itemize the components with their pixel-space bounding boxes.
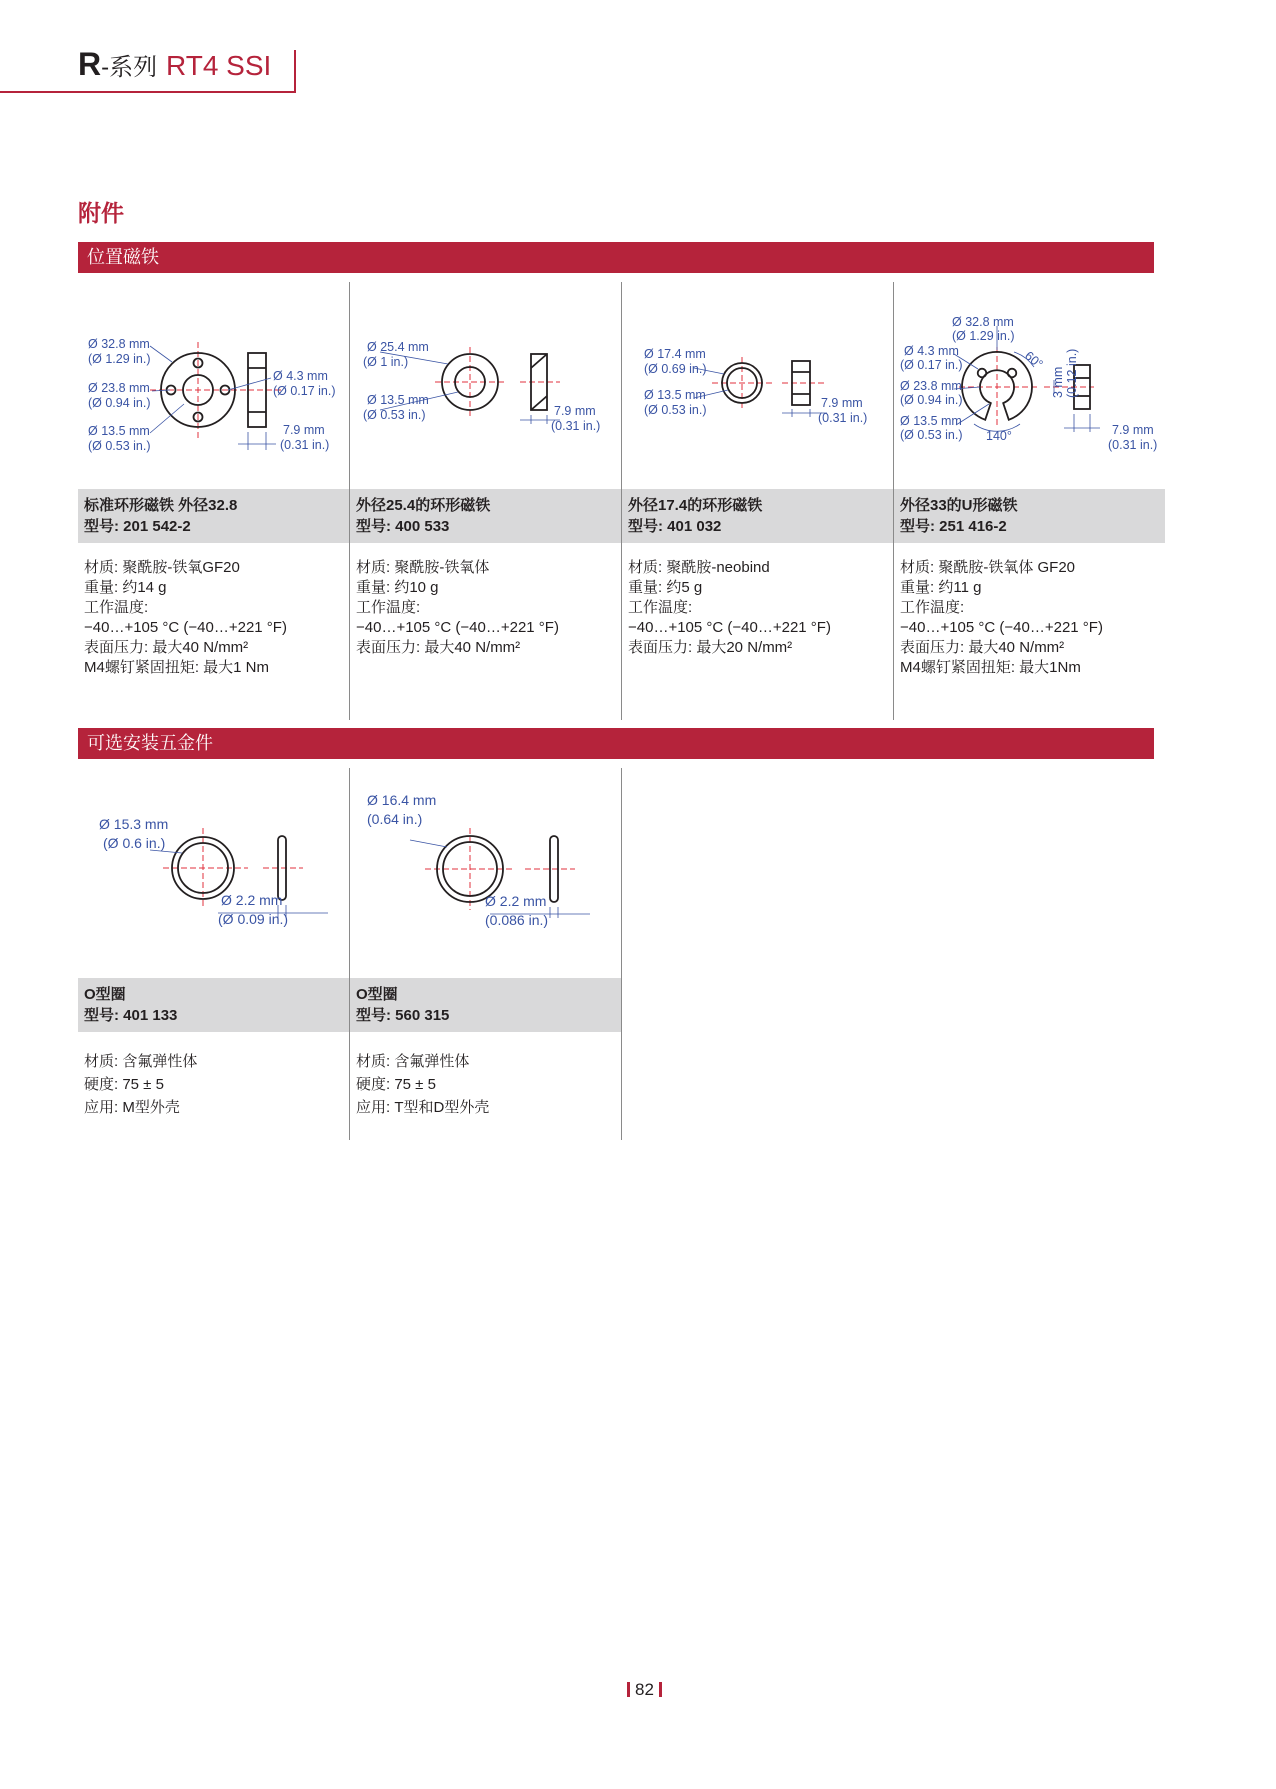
dim-label: (Ø 1 in.) (363, 355, 409, 369)
product-card-oring-401133 (78, 768, 349, 1140)
dim-label: 7.9 mm (554, 404, 596, 418)
spec-line: M4螺钉紧固扭矩: 最大1 Nm (84, 659, 270, 676)
dim-label: (Ø 0.53 in.) (900, 428, 963, 442)
dimension-drawing (350, 768, 621, 978)
page-number: 82 (635, 1680, 654, 1699)
product-name: 外径33的U形磁铁 (900, 497, 1018, 514)
dim-label: 60° (1022, 348, 1046, 372)
dimension-drawing (622, 282, 893, 462)
dim-label: Ø 2.2 mm (221, 892, 283, 908)
dimension-drawing (78, 768, 349, 978)
product-name-band (350, 489, 621, 543)
dimension-drawing (78, 282, 349, 462)
product-card-ring-magnet-17-4 (622, 282, 893, 720)
dim-label: (Ø 1.29 in.) (952, 329, 1015, 343)
product-model-number: 型号: 401 133 (84, 1007, 178, 1024)
dim-label: Ø 4.3 mm (273, 369, 328, 383)
spec-line: −40…+105 °C (−40…+221 °F) (900, 619, 1103, 636)
dim-label: (0.31 in.) (818, 411, 868, 425)
product-name-band (78, 489, 349, 543)
dim-label: 7.9 mm (283, 423, 325, 437)
series-label: -系列 (101, 54, 158, 81)
product-card-oring-560315 (350, 768, 621, 1140)
spec-line: 重量: 约11 g (900, 579, 982, 596)
dim-label: Ø 4.3 mm (904, 344, 959, 358)
spec-line: −40…+105 °C (−40…+221 °F) (84, 619, 287, 636)
dim-label: (Ø 0.09 in.) (218, 911, 289, 927)
dim-label: Ø 16.4 mm (367, 792, 437, 808)
section-bar-mounting-hardware: 可选安装五金件 (78, 728, 1154, 759)
spec-line: 表面压力: 最大40 N/mm² (356, 639, 521, 656)
spec-line: −40…+105 °C (−40…+221 °F) (356, 619, 559, 636)
accessories-heading: 附件 (78, 200, 124, 226)
spec-line: 材质: 聚酰胺-铁氧GF20 (84, 559, 240, 576)
product-name: 标准环形磁铁 外径32.8 (84, 497, 238, 514)
product-model-number: 型号: 251 416-2 (900, 518, 1007, 535)
product-card-u-magnet-33 (894, 282, 1165, 720)
product-card-ring-magnet-32-8 (78, 282, 349, 720)
spec-list (628, 558, 831, 658)
header-rule (0, 91, 296, 93)
page-footer (622, 1680, 667, 1700)
dim-label: Ø 23.8 mm (88, 381, 150, 395)
dimension-drawing (894, 282, 1165, 462)
spec-line: 材质: 聚酰胺-铁氧体 GF20 (900, 559, 1076, 576)
spec-line: −40…+105 °C (−40…+221 °F) (628, 619, 831, 636)
spec-line: 工作温度: (628, 599, 693, 616)
section-bar-position-magnets: 位置磁铁 (78, 242, 1154, 273)
dim-label: (Ø 0.69 in.) (644, 362, 707, 376)
dim-label: Ø 13.5 mm (900, 414, 962, 428)
dim-label: (0.31 in.) (551, 419, 601, 433)
spec-line: 重量: 约14 g (84, 579, 167, 596)
dim-label: (Ø 1.29 in.) (88, 352, 151, 366)
spec-line: 材质: 聚酰胺-neobind (628, 559, 770, 576)
product-name: O型圈 (356, 986, 398, 1003)
spec-line: 材质: 含氟弹性体 (84, 1053, 198, 1070)
footer-mark (659, 1682, 662, 1697)
dim-label: (Ø 0.6 in.) (103, 835, 166, 851)
product-name-band (350, 978, 621, 1032)
header-divider (294, 50, 296, 93)
product-model-number: 型号: 401 032 (628, 518, 722, 535)
dim-label: (0.12 in.) (1065, 348, 1079, 398)
product-model: RT4 SSI (166, 50, 272, 81)
product-model-number: 型号: 400 533 (356, 518, 450, 535)
dim-label: (Ø 0.94 in.) (88, 396, 151, 410)
spec-line: 硬度: 75 ± 5 (356, 1076, 436, 1093)
spec-line: 表面压力: 最大40 N/mm² (84, 639, 249, 656)
dim-label: Ø 32.8 mm (88, 337, 150, 351)
spec-list (900, 558, 1103, 678)
product-name: O型圈 (84, 986, 126, 1003)
product-name-band (894, 489, 1165, 543)
dim-label: 140° (986, 429, 1012, 443)
spec-line: 材质: 含氟弹性体 (356, 1053, 470, 1070)
spec-line: 材质: 聚酰胺-铁氧体 (356, 559, 490, 576)
dim-label: Ø 32.8 mm (952, 315, 1014, 329)
spec-line: 应用: M型外壳 (84, 1099, 180, 1116)
dim-label: (Ø 0.53 in.) (363, 408, 426, 422)
product-card-ring-magnet-25-4 (350, 282, 621, 720)
product-name: 外径17.4的环形磁铁 (628, 497, 763, 514)
dim-label: (0.31 in.) (280, 438, 330, 452)
dim-label: (Ø 0.17 in.) (900, 358, 963, 372)
product-model-number: 型号: 560 315 (356, 1007, 450, 1024)
dim-label: 7.9 mm (821, 396, 863, 410)
page-header (0, 0, 300, 94)
spec-line: 工作温度: (900, 599, 965, 616)
spec-line: 重量: 约10 g (356, 579, 439, 596)
spec-line: 工作温度: (84, 599, 149, 616)
dim-label: Ø 13.5 mm (644, 388, 706, 402)
dim-label: Ø 23.8 mm (900, 379, 962, 393)
product-name-band (622, 489, 893, 543)
spec-list (84, 1050, 197, 1119)
spec-line: 应用: T型和D型外壳 (356, 1099, 490, 1116)
spec-line: 工作温度: (356, 599, 421, 616)
dim-label: Ø 13.5 mm (367, 393, 429, 407)
spec-list (356, 558, 559, 658)
spec-line: 重量: 约5 g (628, 579, 703, 596)
dimension-drawing (350, 282, 621, 462)
spec-line: 表面压力: 最大40 N/mm² (900, 639, 1065, 656)
series-letter: R (78, 46, 102, 82)
dim-label: 3 mm (1051, 366, 1065, 398)
dim-label: (Ø 0.53 in.) (644, 403, 707, 417)
document-title (78, 44, 271, 88)
dim-label: (0.64 in.) (367, 811, 423, 827)
dim-label: Ø 25.4 mm (367, 340, 429, 354)
dim-label: Ø 2.2 mm (485, 893, 547, 909)
dim-label: Ø 13.5 mm (88, 424, 150, 438)
dim-label: (0.086 in.) (485, 912, 549, 928)
dim-label: (Ø 0.94 in.) (900, 393, 963, 407)
product-model-number: 型号: 201 542-2 (84, 518, 191, 535)
dim-label: Ø 15.3 mm (99, 816, 169, 832)
dim-label: 7.9 mm (1112, 423, 1154, 437)
spec-line: M4螺钉紧固扭矩: 最大1Nm (900, 659, 1081, 676)
spec-list (84, 558, 287, 678)
spec-list (356, 1050, 489, 1119)
column-divider (621, 768, 622, 1140)
dim-label: Ø 17.4 mm (644, 347, 706, 361)
dim-label: (Ø 0.17 in.) (273, 384, 336, 398)
product-name-band (78, 978, 349, 1032)
footer-mark (627, 1682, 630, 1697)
dim-label: (Ø 0.53 in.) (88, 439, 151, 453)
spec-line: 硬度: 75 ± 5 (84, 1076, 164, 1093)
spec-line: 表面压力: 最大20 N/mm² (628, 639, 793, 656)
product-name: 外径25.4的环形磁铁 (356, 497, 491, 514)
dim-label: (0.31 in.) (1108, 438, 1158, 452)
